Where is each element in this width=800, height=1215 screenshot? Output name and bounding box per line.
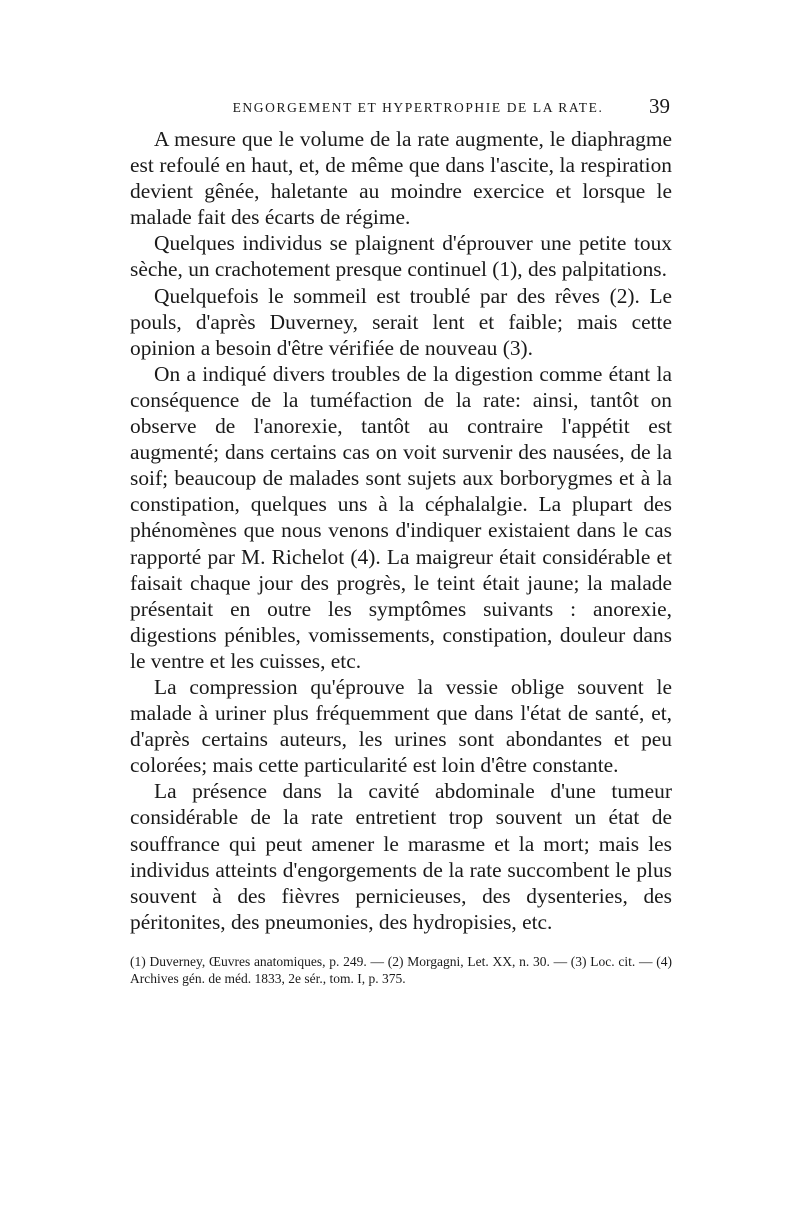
paragraph-vessie: La compression qu'éprouve la vessie oblige souvent le malade à uriner plus fréquemment que dans l'état de santé, et, d'après certains auteurs, les urines sont abondantes et peu colorées; mais cette particularité est loin d'être constante. (130, 674, 672, 778)
book-page (130, 96, 672, 987)
page-number: 39 (649, 94, 670, 118)
paragraph-respiration: A mesure que le volume de la rate augmente, le diaphragme est refoulé en haut, et, de même que dans l'ascite, la respiration devient gênée, haletante au moindre exercice et lorsque le malade fait des écarts de régime. (130, 127, 672, 230)
paragraph-digestion: On a indiqué divers troubles de la digestion comme étant la conséquence de la tuméfaction de la rate: ainsi, tantôt on observe de l'anorexie, tantôt au contraire l'appétit est augmenté; dans certains cas on voit survenir des nausées, de la soif; beaucoup de malades sont sujets aux borborygmes et à la constipation, quelques uns à la céphalalgie. La plupart des phénomènes que nous venons d'indiquer existaient dans le cas rapporté par M. Richelot (4). La maigreur était considérable et faisait chaque jour des progrès, le teint était jaune; la malade présentait en outre les symptômes suivants : anorexie, digestions pénibles, vomissements, constipation, douleur dans le ventre et les cuisses, etc. (130, 361, 672, 673)
running-title: ENGORGEMENT ET HYPERTROPHIE DE LA RATE. (232, 100, 604, 115)
running-head (130, 96, 672, 124)
footnotes (130, 953, 672, 987)
paragraph-marasme: La présence dans la cavité abdominale d'une tumeur considérable de la rate entretient trop souvent un état de souffrance qui peut amener le marasme et la mort; mais les individus atteints d'engorgements de la rate succombent le plus souvent à des fièvres pernicieuses, des dysenteries, des péritonites, des pneumonies, des hydropisies, etc. (130, 779, 672, 934)
body-text (130, 126, 672, 935)
paragraph-sommeil: Quelquefois le sommeil est troublé par des rêves (2). Le pouls, d'après Duverney, serait lent et faible; mais cette opinion a besoin d'être vérifiée de nouveau (3). (130, 283, 672, 360)
paragraph-toux: Quelques individus se plaignent d'éprouver une petite toux sèche, un crachotement presque continuel (1), des palpitations. (130, 231, 672, 282)
footnote-text: (1) Duverney, Œuvres anatomiques, p. 249. — (2) Morgagni, Let. XX, n. 30. — (3) Loc. cit. — (4) Archives gén. de méd. 1833, 2e sér., tom. I, p. 375. (130, 953, 672, 986)
